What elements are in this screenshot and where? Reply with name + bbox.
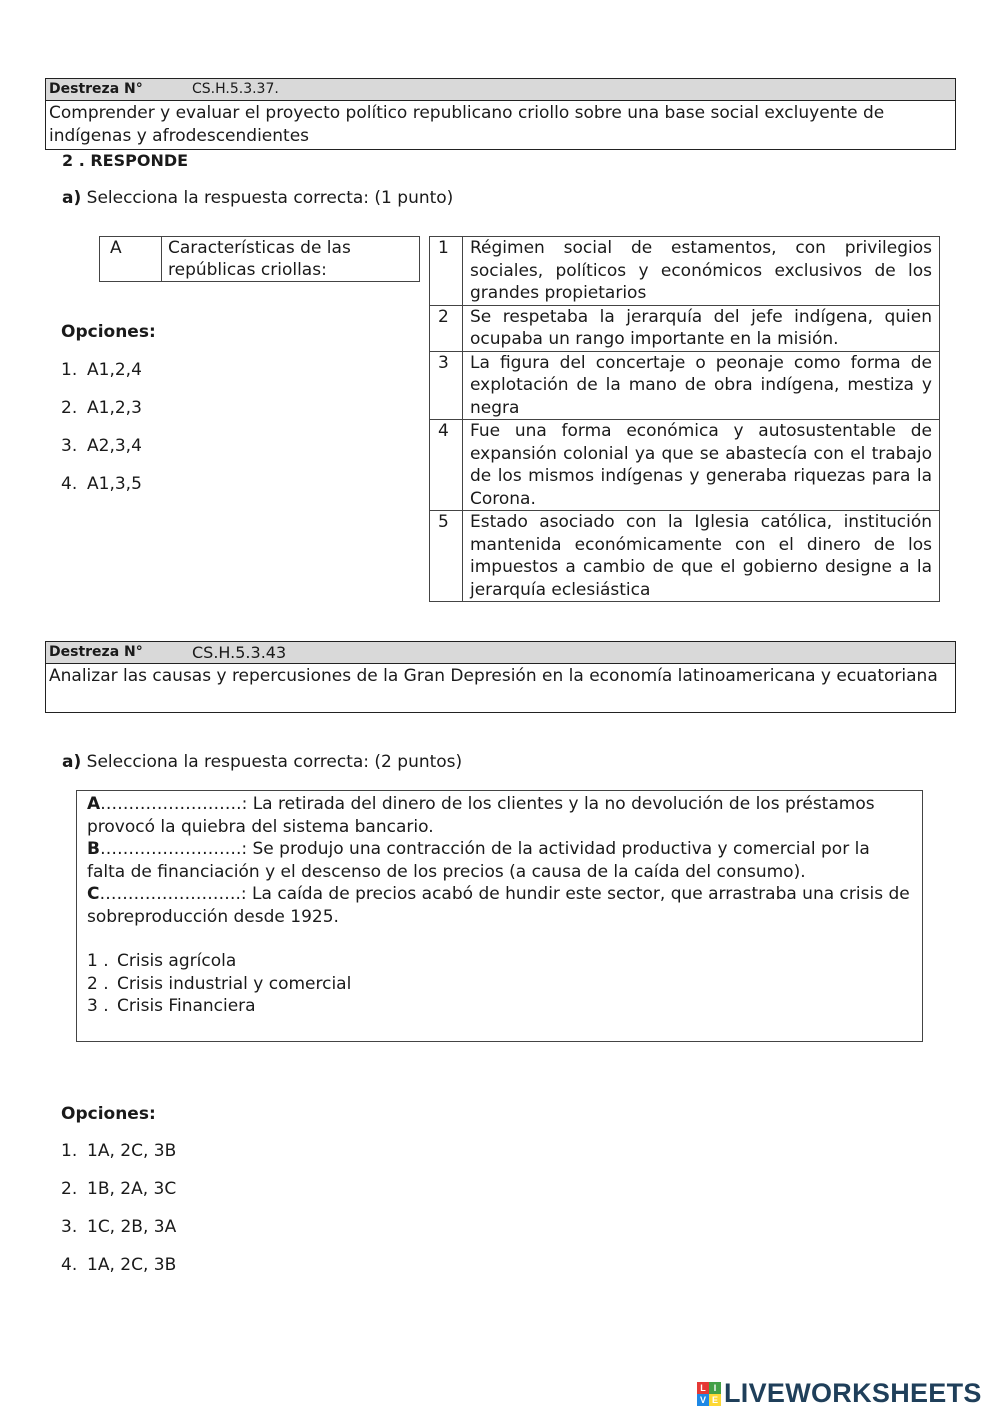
answer-blank[interactable]: …………………….: [100, 794, 242, 814]
option-text: 1B, 2A, 3C: [87, 1179, 177, 1199]
destreza-box-2: [45, 641, 956, 713]
item-number: 2 .: [87, 973, 109, 994]
statement-row: [430, 420, 940, 511]
crisis-letter: A: [87, 794, 101, 814]
statement-text: Fue una forma económica y autosustentable de expansión colonial ya que se abastecía con el trabajo de los mismos indígenas y generaba riquezas para la Corona.: [463, 420, 940, 511]
option-text: A1,2,3: [87, 398, 142, 418]
crisis-type-3: [87, 995, 912, 1018]
logo-icon-cell: L: [697, 1382, 709, 1394]
crisis-description: : La caída de precios acabó de hundir este sector, que arrastraba una crisis de sobreproducción desde 1925.: [87, 884, 910, 927]
destreza-label: Destreza N°: [49, 81, 143, 97]
option-number: 2.: [61, 398, 78, 418]
question-2-instruction: [62, 752, 462, 772]
option-number: 4.: [61, 474, 78, 494]
logo-icon-cell: V: [697, 1394, 709, 1406]
option-text: 1A, 2C, 3B: [87, 1141, 177, 1161]
logo-icon-cell: I: [709, 1382, 721, 1394]
options-title: Opciones:: [61, 322, 156, 342]
option-text: A1,2,4: [87, 360, 142, 380]
statement-number: 3: [430, 351, 463, 420]
destreza-description: Analizar las causas y repercusiones de la Gran Depresión en la economía latinoamericana y ecuatoriana: [49, 666, 938, 686]
crisis-letter: B: [87, 839, 100, 859]
option-number: 3.: [61, 1217, 78, 1237]
crisis-type-1: [87, 950, 912, 973]
destreza-header: [46, 642, 955, 664]
crisis-line-a: [87, 793, 912, 838]
statement-number: 2: [430, 305, 463, 351]
option-number: 1.: [61, 1141, 78, 1161]
destreza-label: Destreza N°: [49, 644, 143, 660]
statement-text: Estado asociado con la Iglesia católica, institución mantenida económicamente con el dinero de los impuestos a cambio de que el gobierno designe a la jerarquía eclesiástica: [463, 511, 940, 602]
option-1[interactable]: [61, 1141, 176, 1161]
option-number: 1.: [61, 360, 78, 380]
statement-text: Se respetaba la jerarquía del jefe indígena, quien ocupaba un rango importante en la misión.: [463, 305, 940, 351]
header-a-table: [99, 236, 420, 282]
item-number: 3 .: [87, 996, 109, 1016]
destreza-box-1: [45, 78, 956, 150]
instruction-text: Selecciona la respuesta correcta: (1 punto): [86, 188, 454, 208]
statement-number: 5: [430, 511, 463, 602]
statement-text: La figura del concertaje o peonaje como forma de explotación de la mano de obra indígena, mestiza y negra: [463, 351, 940, 420]
question-prefix: a): [62, 188, 82, 208]
destreza-description: Comprender y evaluar el proyecto político republicano criollo sobre una base social excluyente de indígenas y afrodescendientes: [49, 103, 885, 146]
crisis-description: : Se produjo una contracción de la actividad productiva y comercial por la falta de financiación y el descenso de los precios (a causa de la caída del consumo).: [87, 839, 870, 882]
answer-blank[interactable]: …………………….: [99, 839, 242, 859]
statement-number: 1: [430, 237, 463, 306]
option-number: 3.: [61, 436, 78, 456]
crisis-type-2: [87, 973, 912, 996]
crisis-letter: C: [87, 884, 100, 904]
crisis-line-b: [87, 838, 912, 883]
section-title: 2 . RESPONDE: [62, 151, 189, 170]
characteristics-label: Características de las repúblicas criollas:: [162, 237, 420, 282]
option-number: 4.: [61, 1255, 78, 1275]
statements-table: [429, 236, 940, 602]
item-text: Crisis agrícola: [117, 951, 237, 971]
logo-text: LIVEWORKSHEETS: [724, 1378, 982, 1408]
answer-blank[interactable]: …………………….: [99, 884, 241, 904]
instruction-text: Selecciona la respuesta correcta: (2 puntos): [86, 752, 463, 772]
letter-a-cell: A: [100, 237, 162, 282]
option-1[interactable]: [61, 360, 142, 380]
destreza-code: CS.H.5.3.43: [192, 643, 287, 662]
crisis-line-c: [87, 883, 912, 928]
destreza-code: CS.H.5.3.37.: [192, 81, 279, 97]
option-text: 1C, 2B, 3A: [87, 1217, 177, 1237]
option-text: A1,3,5: [87, 474, 142, 494]
logo-icon-cell: E: [709, 1394, 721, 1406]
option-text: 1A, 2C, 3B: [87, 1255, 177, 1275]
statement-number: 4: [430, 420, 463, 511]
question-1-instruction: [62, 188, 453, 208]
option-2[interactable]: [61, 398, 142, 418]
option-3[interactable]: [61, 1217, 176, 1237]
statement-row: [430, 305, 940, 351]
option-2[interactable]: [61, 1179, 176, 1199]
item-text: Crisis industrial y comercial: [117, 973, 352, 994]
statement-row: [430, 351, 940, 420]
statement-text: Régimen social de estamentos, con privilegios sociales, políticos y económicos exclusivos de los grandes propietarios: [463, 237, 940, 306]
question-prefix: a): [62, 752, 82, 772]
statement-row: [430, 511, 940, 602]
logo-icon: [697, 1382, 721, 1406]
option-text: A2,3,4: [87, 436, 142, 456]
item-text: Crisis Financiera: [117, 996, 256, 1016]
option-3[interactable]: [61, 436, 142, 456]
item-number: 1 .: [87, 951, 109, 971]
liveworksheets-logo[interactable]: [697, 1378, 982, 1409]
option-number: 2.: [61, 1179, 78, 1199]
options-title: Opciones:: [61, 1104, 156, 1124]
option-4[interactable]: [61, 474, 142, 494]
destreza-header: [46, 79, 955, 101]
crisis-description: : La retirada del dinero de los clientes y la no devolución de los préstamos provocó la quiebra del sistema bancario.: [87, 794, 875, 837]
crisis-box: [76, 790, 923, 1042]
option-4[interactable]: [61, 1255, 176, 1275]
statement-row: [430, 237, 940, 306]
